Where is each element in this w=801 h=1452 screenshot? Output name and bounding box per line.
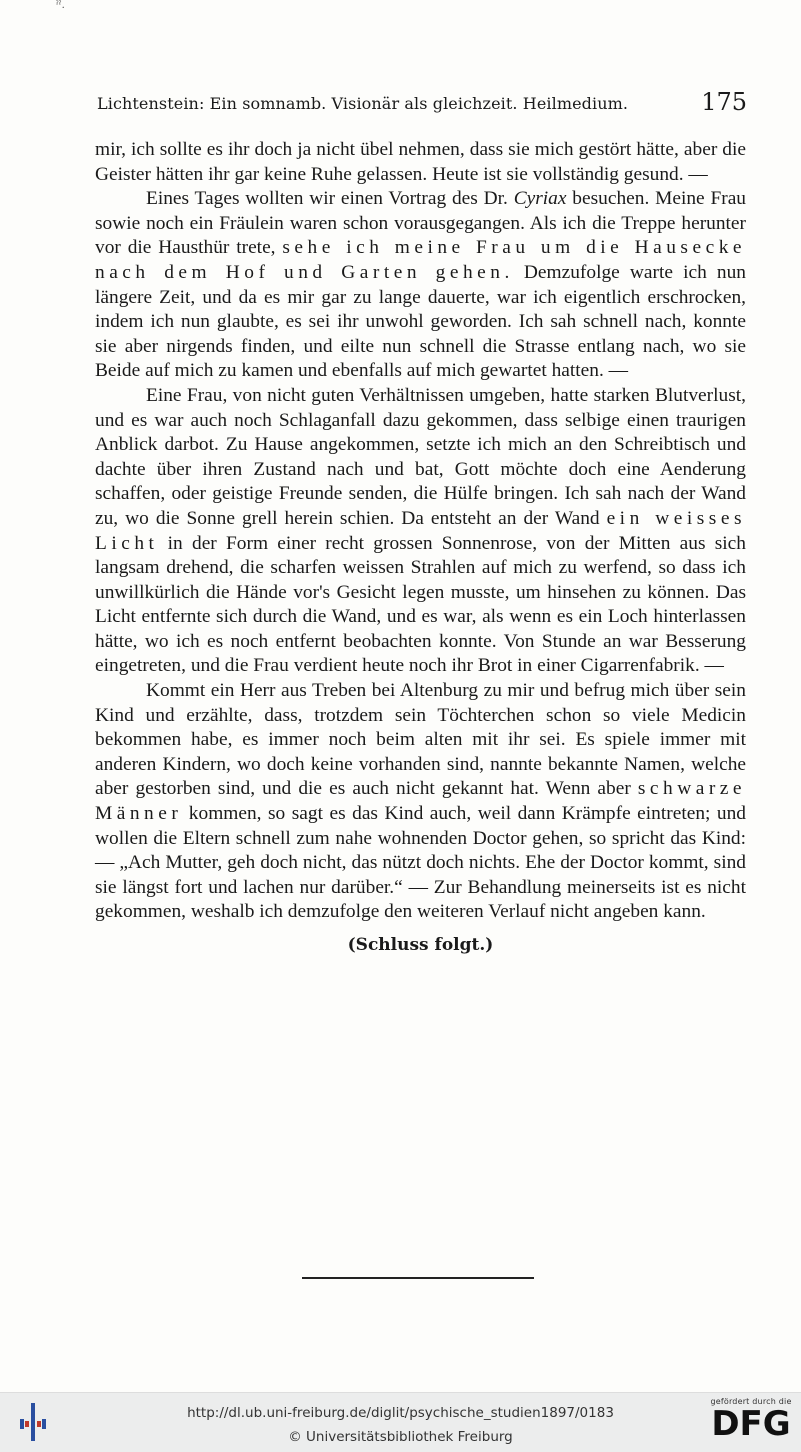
viewer-footer — [0, 1392, 801, 1452]
corner-mark: ˀˀ. — [56, 0, 65, 11]
text-run: Eine Frau, von nicht guten Verhältnissen umgeben, hatte starken Blutverlust, und es war auch noch Schlaganfall dazu gekommen, dass selbige einen traurigen Anblick darbot. Zu Hause angekommen, setzte ich mich an den Schreibtisch und dachte über ihren Zustand nach und bat, Gott möchte doch eine Aenderung schaffen, oder geistige Freunde senden, die Hülfe bringen. Ich sah nach der Wand zu, wo die Sonne grell herein schien. Da entsteht an der Wand — [95, 384, 746, 529]
paragraph — [95, 384, 746, 679]
dfg-logo-text: DFG — [711, 1404, 791, 1444]
copyright-notice: © Universitätsbibliothek Freiburg — [288, 1429, 513, 1445]
spaced-emphasis: sehe ich meine Frau um die Hausecke nach dem Hof und Garten gehen. — [95, 237, 746, 283]
emphasized-name: Cyriax — [513, 188, 567, 210]
paragraph — [95, 187, 746, 384]
text-run: in der Form einer recht grossen Sonnenrose, von der Mitten aus sich langsam drehend, die scharfen weissen Strahlen auf mich zu werfend, so dass ich unwillkürlich die Hände vor's Gesicht legen musste, um hinsehen zu können. Das Licht entfernte sich durch die Wand, und es war, als wenn es ein Loch hinterlassen hätte, wo ich es noch entfernt beobachten konnte. Von Stunde an war Besserung eingetreten, und die Frau verdient heute noch ihr Brot in einer Cigarrenfabrik. — — [95, 532, 746, 677]
closing-note: (Schluss folgt.) — [347, 935, 494, 955]
paragraph: mir, ich sollte es ihr doch ja nicht übel nehmen, dass sie mich gestört hätte, aber die Geister hätten ihr gar keine Ruhe gelassen. Heute ist sie vollständig gesund. — — [95, 139, 746, 185]
permalink-url[interactable]: http://dl.ub.uni-freiburg.de/diglit/psychische_studien1897/0183 — [187, 1405, 614, 1421]
paragraph — [95, 679, 746, 925]
running-head — [97, 88, 747, 118]
text-run: Kommt ein Herr aus Treben bei Altenburg zu mir und befrug mich über sein Kind und erzählte, dass, trotzdem sein Töchterchen schon so viele Medicin bekommen habe, es immer noch beim alten mit ihr sei. Es spiele immer mit anderen Kindern, wo doch keine vorhanden sind, nannte bekannte Namen, welche aber gestorben sind, und die es auch nicht gekannt hat. Wenn aber — [95, 680, 746, 800]
page-number: 175 — [701, 88, 747, 116]
text-run: Eines Tages wollten wir einen Vortrag des Dr. — [146, 188, 514, 210]
text-run: besuchen. Meine Frau sowie noch ein Fräulein waren schon vorausgegangen. Als ich die Treppe herunter vor die Hausthür trete, — [95, 188, 746, 259]
sponsor-caption: gefördert durch die — [710, 1397, 792, 1406]
dfg-logo[interactable] — [706, 1397, 796, 1449]
body-text — [95, 138, 746, 958]
spaced-emphasis: schwarze Männer — [95, 778, 746, 825]
text-run: Demzufolge warte ich nun längere Zeit, und da es mir gar zu lange dauerte, war ich eigentlich erschrocken, indem ich nun glaubte, es sei ihr unwohl geworden. Ich sah schnell nach, konnte sie aber nirgends finden, und eilte nun schnell die Strasse entlang nach, wo sie Beide auf mich zu kamen und ebenfalls auf mich gewartet hatten. — — [95, 261, 746, 382]
text-run: kommen, so sagt es das Kind auch, weil dann Krämpfe eintreten; und wollen die Eltern schnell zum nahe wohnenden Doctor gehen, so spricht das Kind: — „Ach Mutter, geh doch nicht, das nützt doch nichts. Ehe der Doctor kommt, sind sie längst fort und lachen nur darüber.“ — Zur Behandlung meinerseits ist es nicht gekommen, weshalb ich demzufolge den weiteren Verlauf nicht angeben kann. — [95, 803, 746, 923]
closing-rule — [302, 1277, 534, 1279]
running-head-title: Lichtenstein: Ein somnamb. Visionär als gleichzeit. Heilmedium. — [97, 94, 629, 113]
spaced-emphasis: ein weisses Licht — [95, 507, 746, 554]
